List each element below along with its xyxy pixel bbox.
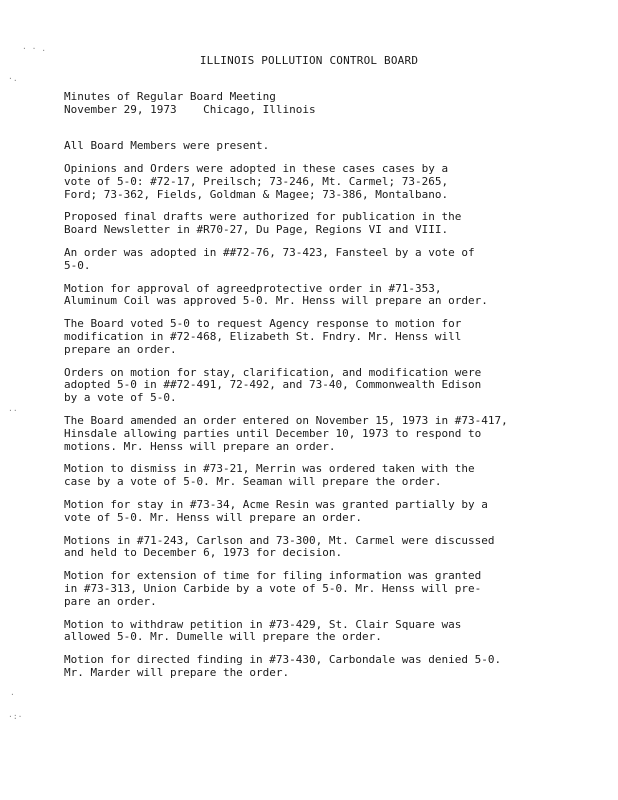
document-page: · · . ·. ·· · ·:· ILLINOIS POLLUTION CONTROL BOARD Minutes of Regular Board Meeting November 29, 1973 Chicago, Illinois All Board Members were present. Opinions and Orders were adopted in these cases cases by a vote of 5-0: #72-17, Preilsch; 73-246, Mt. Carmel; 73-265, Ford; 73-362, Fields, Goldman & Magee; 73-386, Montalbano. Proposed final drafts were authorized for publication in the Board Newsletter in #R70-27, Du Page, Regions VI and VIII. An order was adopted in ##72-76, 73-423, Fansteel by a vote of 5-0. Motion for approval of agreedprotective order in #71-353, Aluminum Coil was approved 5-0. Mr. Henss will prepare an order. The Board voted 5-0 to request Agency response to motion for modification in #72-468, Elizabeth St. Fndry. Mr. Henss will prepare an order. Orders on motion for stay, clarification, and modification were adopted 5-0 in ##72-491, 72-492, and 73-40, Commonwealth Edison by a vote of 5-0. The Board amended an order entered on November 15, 1973 in #73-417, Hinsdale allowing parties until December 10, 1973 to respond to motions. Mr. Henss will prepare an order. Motion to dismiss in #73-21, Merrin was ordered taken with the case by a vote of 5-0. Mr. Seaman will prepare the order. Motion for stay in #73-34, Acme Resin was granted partially by a vote of 5-0. Mr. Henss will prepare an order. Motions in #71-243, Carlson and 73-300, Mt. Carmel were discussed and held to December 6, 1973 for decision. Motion for extension of time for filing information was granted in #73-313, Union Carbide by a vote of 5-0. Mr. Henss will pre- pare an order. Motion to withdraw petition in #73-429, St. Clair Square was allowed 5-0. Mr. Dumelle will prepare the order. Motion for directed finding in #73-430, Carbondale was denied 5-0. Mr. Marder will prepare the order.: [0, 0, 618, 800]
minutes-entry: The Board amended an order entered on November 15, 1973 in #73-417, Hinsdale allowing parties until December 10, 1973 to respond to motions. Mr. Henss will prepare an order.: [64, 413, 508, 453]
minutes-entry: Proposed final drafts were authorized for publication in the Board Newsletter in #R70-27, Du Page, Regions VI and VIII.: [64, 210, 462, 237]
minutes-entry: The Board voted 5-0 to request Agency response to motion for modification in #72-468, Elizabeth St. Fndry. Mr. Henss will prepare an order.: [64, 317, 462, 356]
minutes-entry: Motions in #71-243, Carlson and 73-300, Mt. Carmel were discussed and held to December 6, 1973 for decision.: [64, 533, 495, 560]
attendance-line: All Board Members were present.: [64, 139, 270, 152]
minutes-entry: An order was adopted in ##72-76, 73-423, Fansteel by a vote of 5-0.: [64, 245, 475, 272]
minutes-entry: Motion for directed finding in #73-430, Carbondale was denied 5-0. Mr. Marder will prepare the order.: [64, 653, 502, 679]
meeting-type: Minutes of Regular Board Meeting: [64, 90, 276, 103]
minutes-entry: Motion to dismiss in #73-21, Merrin was ordered taken with the case by a vote of 5-0. Mr. Seaman will prepare the order.: [64, 462, 475, 489]
meeting-heading: [64, 90, 316, 116]
minutes-entry: Motion for approval of agreedprotective order in #71-353, Aluminum Coil was approved 5-0. Mr. Henss will prepare an order.: [64, 281, 488, 308]
minutes-entry: Motion for extension of time for filing information was granted in #73-313, Union Carbide by a vote of 5-0. Mr. Henss will pre- pare an order.: [64, 569, 482, 608]
minutes-entries: [64, 163, 534, 690]
minutes-entry: Motion to withdraw petition in #73-429, St. Clair Square was allowed 5-0. Mr. Dumelle will prepare the order.: [64, 617, 462, 644]
minutes-entry: Orders on motion for stay, clarification, and modification were adopted 5-0 in ##72-491, 72-492, and 73-40, Commonwealth Edison by a vote of 5-0.: [64, 365, 482, 405]
minutes-entry: Opinions and Orders were adopted in these cases cases by a vote of 5-0: #72-17, Preilsch; 73-246, Mt. Carmel; 73-265, Ford; 73-362, Fields, Goldman & Magee; 73-386, Montalbano.: [64, 162, 449, 201]
meeting-date-location: November 29, 1973 Chicago, Illinois: [64, 103, 316, 116]
document-title: ILLINOIS POLLUTION CONTROL BOARD: [199, 54, 419, 67]
minutes-entry: Motion for stay in #73-34, Acme Resin was granted partially by a vote of 5-0. Mr. Henss will prepare an order.: [64, 497, 488, 524]
